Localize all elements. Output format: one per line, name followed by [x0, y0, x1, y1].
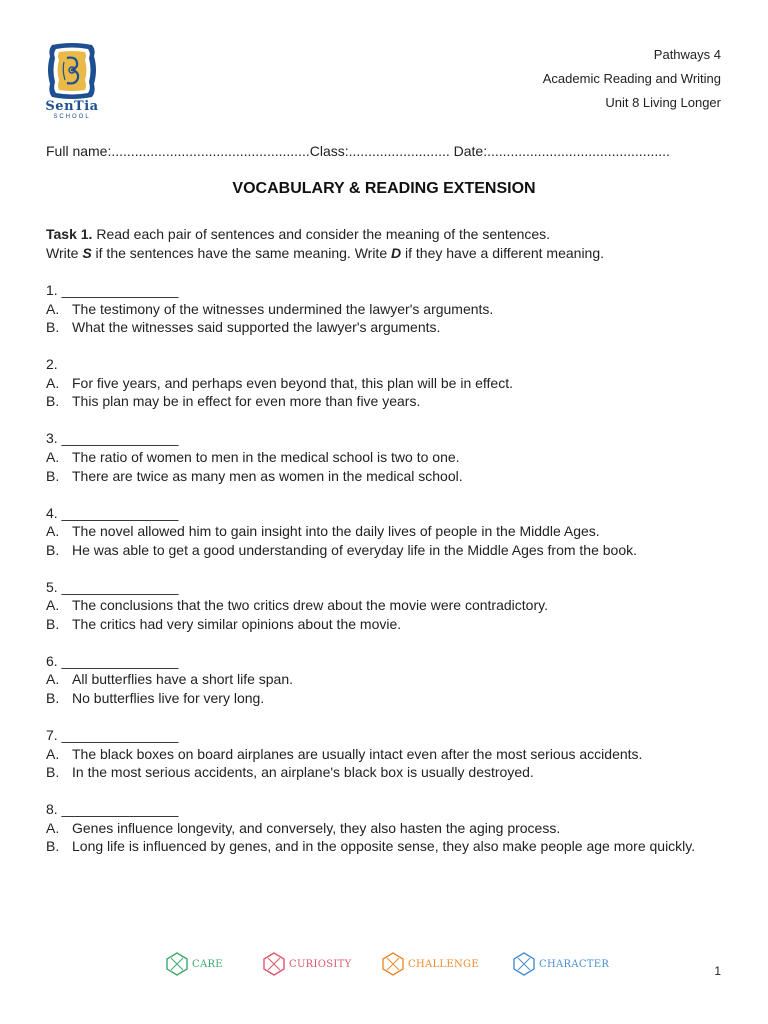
option-a-text: The novel allowed him to gain insight into the daily lives of people in the Middle Ages.: [72, 523, 600, 540]
option-letter-a: A.: [46, 300, 60, 317]
task-end: if they have a different meaning.: [401, 245, 605, 261]
footer-label-curiosity: CURIOSITY: [289, 958, 352, 970]
option-b-text: No butterflies live for very long.: [72, 690, 265, 707]
option-letter-a: A.: [46, 523, 60, 540]
option-letter-b: B.: [46, 764, 60, 781]
option-a-text: For five years, and perhaps even beyond that, this plan will be in effect.: [72, 374, 513, 391]
student-info-line: Full name:...................................................Class:.......................... Date:...............................................: [46, 143, 670, 159]
character-hexagon-icon: [512, 952, 536, 976]
curiosity-hexagon-icon: [262, 952, 286, 976]
question-item: [46, 429, 722, 485]
option-letter-b: B.: [46, 467, 60, 484]
logo-name: SenTia: [45, 99, 99, 114]
option-a-text: The ratio of women to men in the medical school is two to one.: [72, 448, 460, 465]
option-a-text: All butterflies have a short life span.: [72, 671, 294, 688]
footer-value-care: [165, 952, 223, 976]
footer-value-character: [512, 952, 609, 976]
question-number[interactable]: 8. _______________: [46, 801, 179, 818]
question-number[interactable]: 1. _______________: [46, 282, 179, 298]
task-instruction-1: Read each pair of sentences and consider the meaning of the sentences.: [92, 226, 551, 242]
option-a-text: The conclusions that the two critics drew about the movie were contradictory.: [72, 597, 548, 614]
question-number[interactable]: 6. _______________: [46, 652, 179, 669]
task-label: Task 1.: [46, 226, 93, 242]
question-list: [46, 281, 722, 874]
question-item: [46, 726, 722, 782]
course-title: Pathways 4: [653, 47, 721, 62]
option-letter-a: A.: [46, 448, 60, 465]
question-number[interactable]: 5. _______________: [46, 578, 179, 595]
option-letter-b: B.: [46, 541, 60, 558]
option-letter-a: A.: [46, 745, 60, 762]
question-item: [46, 652, 722, 708]
core-values-footer: [0, 952, 768, 978]
footer-value-curiosity: [262, 952, 352, 976]
question-number[interactable]: 7. _______________: [46, 727, 179, 744]
question-item: [46, 355, 722, 411]
option-a-text: The testimony of the witnesses undermined the lawyer's arguments.: [72, 300, 494, 317]
task-mid: if the sentences have the same meaning. Write: [91, 245, 392, 261]
question-item: [46, 800, 722, 856]
option-b-text: There are twice as many men as women in the medical school.: [72, 467, 463, 484]
option-b-text: The critics had very similar opinions about the movie.: [72, 615, 402, 632]
course-subtitle: Academic Reading and Writing: [542, 71, 721, 86]
option-letter-b: B.: [46, 615, 60, 632]
page-number: 1: [714, 964, 721, 978]
question-item: [46, 578, 722, 634]
question-item: [46, 504, 722, 560]
care-hexagon-icon: [165, 952, 189, 976]
task-instructions: [46, 225, 722, 263]
question-number[interactable]: 4. _______________: [46, 504, 179, 521]
option-b-text: This plan may be in effect for even more than five years.: [72, 393, 421, 410]
worksheet-title: VOCABULARY & READING EXTENSION: [232, 180, 536, 197]
option-letter-b: B.: [46, 690, 60, 707]
task-write-1: Write: [46, 245, 83, 261]
option-letter-b: B.: [46, 838, 60, 855]
question-number[interactable]: 3. _______________: [46, 430, 179, 447]
option-letter-a: A.: [46, 597, 60, 614]
logo-subtitle: SCHOOL: [53, 114, 91, 120]
footer-label-care: CARE: [192, 958, 223, 970]
option-b-text: Long life is influenced by genes, and in the opposite sense, they also make people age more quickly.: [72, 838, 696, 855]
unit-title: Unit 8 Living Longer: [605, 95, 721, 110]
option-b-text: He was able to get a good understanding of everyday life in the Middle Ages from the book.: [72, 541, 638, 558]
option-letter-b: B.: [46, 319, 60, 336]
course-header: [543, 43, 721, 115]
option-letter-a: A.: [46, 671, 60, 688]
option-a-text: Genes influence longevity, and conversely, they also hasten the aging process.: [72, 819, 561, 836]
option-letter-a: A.: [46, 819, 60, 836]
option-letter-a: A.: [46, 374, 60, 391]
footer-label-challenge: CHALLENGE: [408, 958, 479, 970]
same-letter: S: [82, 245, 92, 261]
footer-label-character: CHARACTER: [539, 958, 610, 970]
school-crest-icon: [44, 42, 100, 100]
question-number[interactable]: 2.: [46, 356, 58, 373]
option-a-text: The black boxes on board airplanes are usually intact even after the most serious accidents.: [72, 745, 643, 762]
option-letter-b: B.: [46, 393, 60, 410]
challenge-hexagon-icon: [381, 952, 405, 976]
question-item: [46, 281, 722, 337]
footer-value-challenge: [381, 952, 479, 976]
option-b-text: In the most serious accidents, an airplane's black box is usually destroyed.: [72, 764, 534, 781]
different-letter: D: [391, 245, 402, 261]
option-b-text: What the witnesses said supported the lawyer's arguments.: [72, 319, 441, 336]
